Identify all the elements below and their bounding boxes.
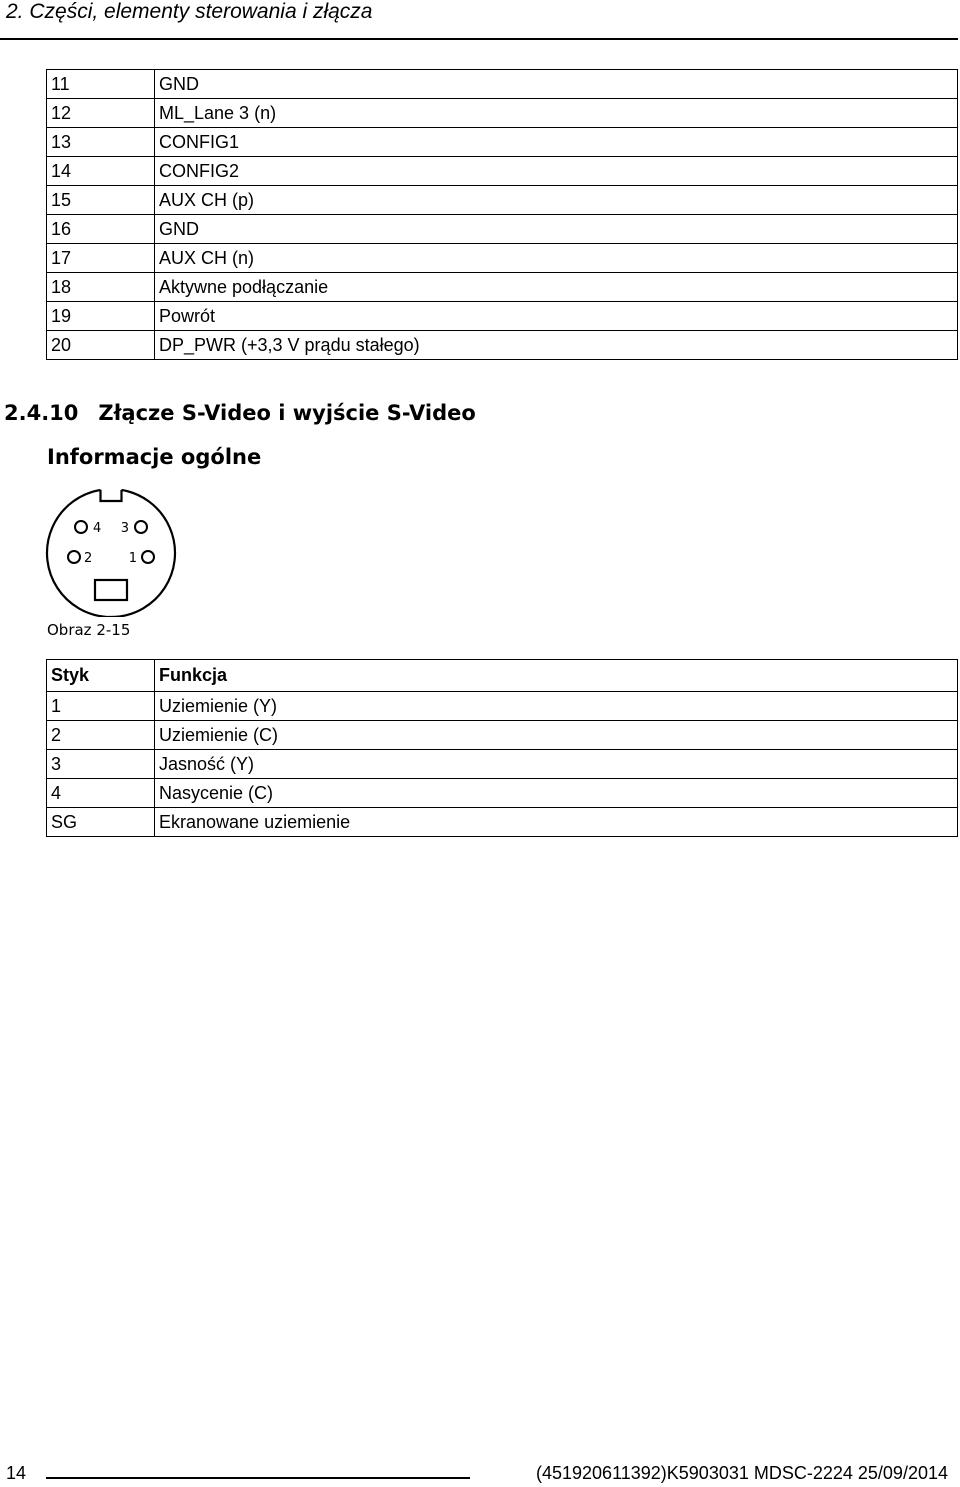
- chapter-header: 2. Części, elementy sterowania i złącza: [6, 0, 373, 23]
- s-video-connector-diagram: [44, 485, 178, 617]
- function-cell: Aktywne podłączanie: [155, 273, 958, 302]
- function-cell: Nasycenie (C): [155, 779, 958, 808]
- function-cell: Uziemienie (C): [155, 721, 958, 750]
- document-id: (451920611392)K5903031 MDSC-2224 25/09/2014: [536, 1463, 948, 1483]
- function-cell: Powrót: [155, 302, 958, 331]
- page-number: 14: [6, 1463, 27, 1483]
- section-title: [4, 400, 476, 426]
- table-row: [47, 128, 958, 157]
- pin-cell: 1: [47, 692, 155, 721]
- pin-cell: 13: [47, 128, 155, 157]
- pin-cell: 12: [47, 99, 155, 128]
- pin-cell: 19: [47, 302, 155, 331]
- pin-cell: 18: [47, 273, 155, 302]
- table-row: [47, 99, 958, 128]
- table-row: [47, 273, 958, 302]
- function-column-header: Funkcja: [155, 660, 958, 692]
- function-cell: CONFIG1: [155, 128, 958, 157]
- pin-2-label: 2: [84, 551, 93, 566]
- connector-key-notch: [101, 490, 122, 501]
- figure-caption: Obraz 2-15: [47, 621, 131, 639]
- pin-1-circle: [142, 551, 154, 563]
- table-row: [47, 70, 958, 99]
- table-row: [47, 331, 958, 360]
- pin-2-circle: [68, 551, 80, 563]
- pin-cell: 17: [47, 244, 155, 273]
- pin-cell: 2: [47, 721, 155, 750]
- pin-cell: 20: [47, 331, 155, 360]
- function-cell: CONFIG2: [155, 157, 958, 186]
- table-row: [47, 215, 958, 244]
- pin-cell: 4: [47, 779, 155, 808]
- pin-1-label: 1: [128, 551, 137, 566]
- table-row: [47, 808, 958, 837]
- pin-cell: SG: [47, 808, 155, 837]
- pin-cell: 16: [47, 215, 155, 244]
- footer-divider: [46, 1477, 470, 1479]
- table-row: [47, 244, 958, 273]
- connector-outline: [47, 490, 175, 617]
- table-row: [47, 779, 958, 808]
- connector-key-block: [95, 580, 127, 600]
- table-row: [47, 721, 958, 750]
- subsection-title: Informacje ogólne: [47, 445, 262, 469]
- function-cell: GND: [155, 70, 958, 99]
- function-cell: AUX CH (p): [155, 186, 958, 215]
- pin-cell: 11: [47, 70, 155, 99]
- pin-cell: 14: [47, 157, 155, 186]
- function-cell: Ekranowane uziemienie: [155, 808, 958, 837]
- table-row: [47, 692, 958, 721]
- function-cell: AUX CH (n): [155, 244, 958, 273]
- section-title-text: Złącze S-Video i wyjście S-Video: [98, 401, 476, 425]
- table-row: [47, 157, 958, 186]
- pin-4-circle: [75, 521, 87, 533]
- pin-3-circle: [135, 521, 147, 533]
- function-cell: DP_PWR (+3,3 V prądu stałego): [155, 331, 958, 360]
- section-number: 2.4.10: [4, 401, 79, 425]
- function-cell: ML_Lane 3 (n): [155, 99, 958, 128]
- pin-column-header: Styk: [47, 660, 155, 692]
- header-divider: [0, 38, 958, 40]
- table-row: [47, 750, 958, 779]
- s-video-pin-table: [46, 659, 958, 837]
- table-row: [47, 186, 958, 215]
- function-cell: GND: [155, 215, 958, 244]
- function-cell: Uziemienie (Y): [155, 692, 958, 721]
- table-header-row: [47, 660, 958, 692]
- pin-4-label: 4: [93, 521, 102, 536]
- table-row: [47, 302, 958, 331]
- pin-table-continued: [46, 69, 958, 360]
- pin-3-label: 3: [120, 521, 129, 536]
- function-cell: Jasność (Y): [155, 750, 958, 779]
- pin-cell: 15: [47, 186, 155, 215]
- pin-cell: 3: [47, 750, 155, 779]
